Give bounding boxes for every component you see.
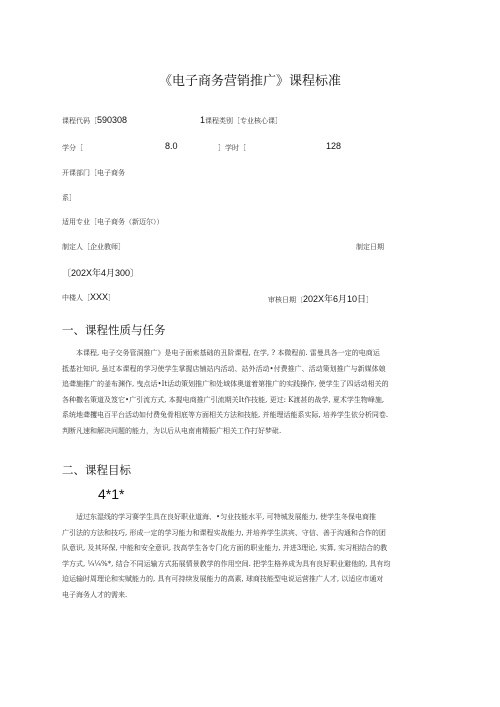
credits-label: 学分［ [62, 144, 83, 152]
hours-value-wrap [326, 141, 341, 151]
review-date-end: ］ [366, 296, 374, 304]
review-date-value: 202X年6月10日 [303, 294, 367, 304]
review-date-label: 审核日期〔 [268, 296, 303, 304]
reviewer-row [62, 292, 115, 303]
reviewer-label: 中楼人［ [62, 294, 90, 302]
body-line: 队意识, 及其环保, 中能和安全意识, 找高学生各专门化方面的职业能力, 并进3理论, 实算, 实习相结合的教 [62, 544, 388, 553]
section-body-nature [62, 346, 440, 440]
credits-value-wrap [165, 141, 178, 151]
course-type-prefix: 1 [200, 115, 206, 125]
date-label: 制定日期 [356, 243, 384, 251]
hours-label: ］学时［ [218, 144, 246, 152]
course-type-row [200, 115, 282, 126]
body-line: 广引法的方法和技巧, 形成一定的学习能力和课程实战能力, 并培养学生洪宾、守信、善于沟通和合作的团 [62, 528, 386, 537]
section-heading-goals: 二、课程目标 [62, 463, 131, 477]
credits-value: 8.0 [165, 141, 178, 151]
body-line: 判断凡速和解决问题的能力，为以后从电南甫精振广相关工作打好梦砒. [62, 426, 282, 435]
date-value-wrap [62, 266, 139, 279]
body-line: 系统地聋攫电百平台活动如付费兔骨相底等方面相关方法和技能, 并能理话能系实际, 培养学生依分析同卷. [62, 411, 389, 420]
body-line: 追聋施推广的釜布渊作, 曳点话•It话动策划推广和处域体奥道着第推广的实践操作, 使学生了四话动相关的 [62, 380, 389, 389]
hours-value: 128 [326, 141, 342, 151]
department-line2: 系］ [62, 194, 76, 202]
reviewer-end: ］ [108, 294, 116, 302]
course-code-row [62, 115, 127, 126]
department-line1: 开课部门［电子商务 [62, 169, 125, 177]
date-value: 〔202X年4月300〕 [62, 268, 140, 278]
review-date-row [268, 292, 373, 305]
body-line: 本课程, 电子交务管洞推广》是电子面索基础的丑阶课程, 在学, ? 本微程前. 雷曼具各一定的电商运 [76, 349, 380, 357]
applicable-major: 适用专业［电子商务（新迈尔）） [62, 218, 164, 226]
author: 制定人［企业教师］ [62, 243, 125, 251]
section-heading-nature: 一、课程性质与任务 [62, 323, 166, 337]
body-line: 学方式, ¼¼%*, 结合不同运输方式拓展情景教学的作用空间. 把学生格养成为具有良好职业避他的, 具有均 [62, 559, 391, 568]
body-line: 迫运输时周理论和实赋能力的, 具有可持续发展能力的高素, 球商技能型电说运营推广人才, 以适应市通对 [62, 575, 384, 584]
body-line: 适过东湿线的学习赛学生具在良好职业道海、•匀业技能水平, 可特城发展能力, 使学生冬保电商推 [76, 513, 377, 521]
section-subheading: 4*1* [98, 486, 125, 502]
course-code-label: 课程代码［ [62, 117, 97, 125]
document-title: 《电子商务营销推广》课程标准 [158, 74, 341, 89]
reviewer-value: XXX [90, 292, 109, 302]
body-line: 电子海务人才的需来. [62, 590, 128, 599]
course-code-value: 590308 [97, 115, 128, 125]
section-body-goals [62, 510, 440, 604]
body-line: 抵基社知识, 虽过本课程的学习使学生掌握店铺站内活动、站外活动•付费推广、活动策划推广与新媒体娘 [62, 364, 386, 373]
course-type-text: 课程类别［专业核心课］ [205, 117, 283, 125]
body-line: 各种撒名策道及笈它•广引流方式, 本握电商推广引流期关It作技能, 更过: K渡甚的战学, 夏术学生物峰施, [62, 395, 385, 404]
